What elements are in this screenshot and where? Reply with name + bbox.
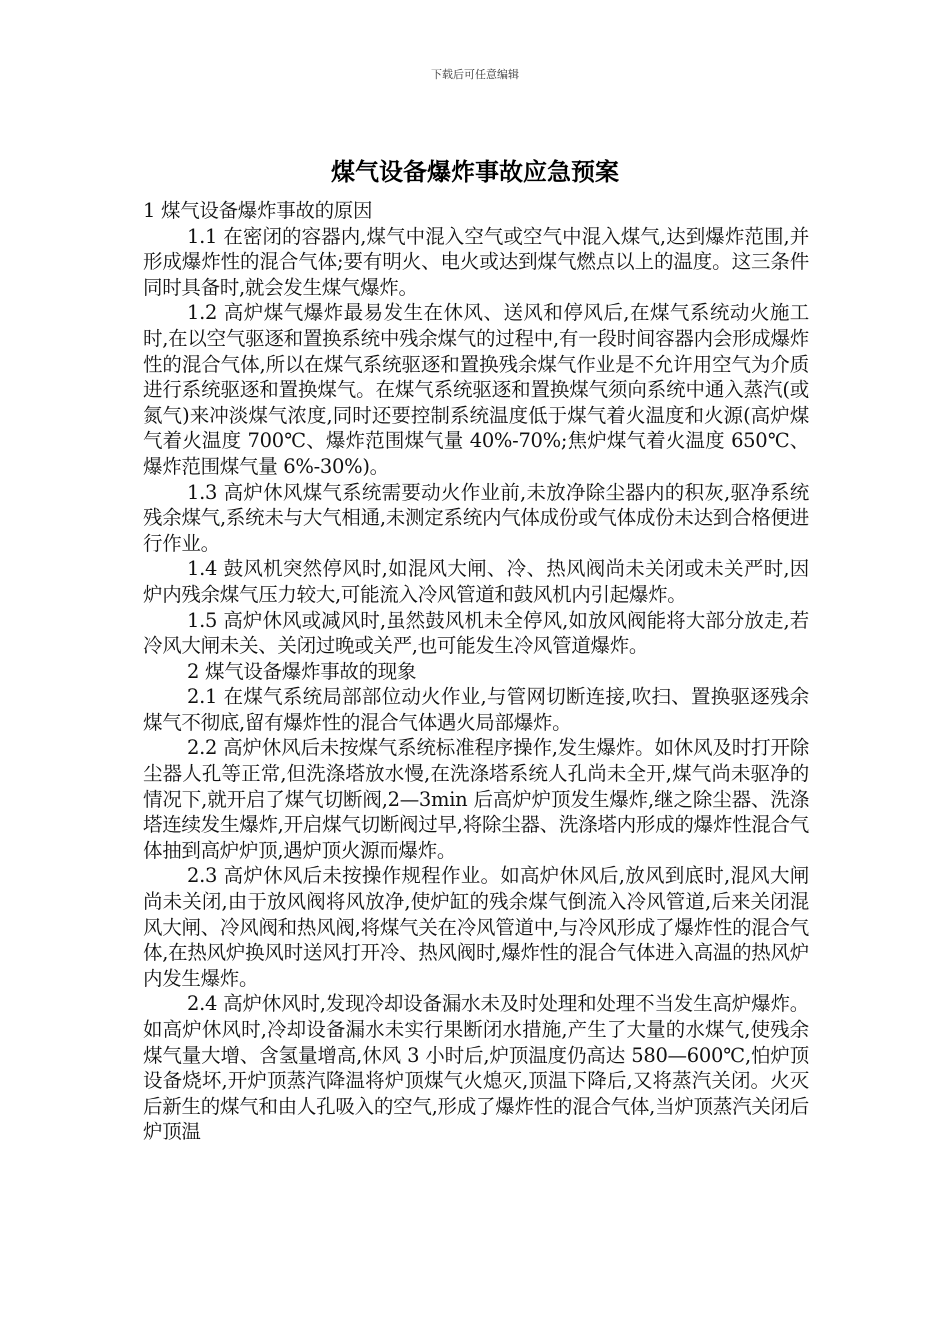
paragraph-2-3: 2.3 高炉休风后未按操作规程作业。如高炉休风后,放风到底时,混风大闸尚未关闭,由于放风阀将风放净,使炉缸的残余煤气倒流入冷风管道,后来关闭混风大闸、冷风阀和热风阀,将煤气关在冷风管道中,与冷风形成了爆炸性的混合气体,在热风炉换风时送风打开冷、热风阀时,爆炸性的混合气体进入高温的热风炉内发生爆炸。 [143, 864, 809, 990]
paragraph-1-5: 1.5 高炉休风或减风时,虽然鼓风机未全停风,如放风阀能将大部分放走,若冷风大闸未关、关闭过晚或关严,也可能发生冷风管道爆炸。 [143, 608, 809, 658]
paragraph-1-4: 1.4 鼓风机突然停风时,如混风大闸、冷、热风阀尚未关闭或未关严时,因炉内残余煤气压力较大,可能流入冷风管道和鼓风机内引起爆炸。 [143, 557, 809, 606]
section-heading-causes: 1 煤气设备爆炸事故的原因 [143, 199, 373, 222]
paragraph-2-2: 2.2 高炉休风后未按煤气系统标准程序操作,发生爆炸。如休风及时打开除尘器人孔等正常,但洗涤塔放水慢,在洗涤塔系统人孔尚未全开,煤气尚未驱净的情况下,就开启了煤气切断阀,2—3min 后高炉炉顶发生爆炸,继之除尘器、洗涤塔连续发生爆炸,开启煤气切断阀过早,将除尘器、洗涤塔内形成的爆炸性混合气体抽到高炉炉顶,遇炉顶火源而爆炸。 [143, 736, 809, 862]
document-body [143, 198, 809, 1145]
paragraph-1-1: 1.1 在密闭的容器内,煤气中混入空气或空气中混入煤气,达到爆炸范围,并形成爆炸性的混合气体;要有明火、电火或达到煤气燃点以上的温度。这三条件同时具备时,就会发生煤气爆炸。 [143, 224, 809, 299]
document-title: 煤气设备爆炸事故应急预案 [331, 158, 619, 186]
paragraph-1-2: 1.2 高炉煤气爆炸最易发生在休风、送风和停风后,在煤气系统动火施工时,在以空气驱逐和置换系统中残余煤气的过程中,有一段时间容器内会形成爆炸性的混合气体,所以在煤气系统驱逐和置换残余煤气作业是不允许用空气为介质进行系统驱逐和置换煤气。在煤气系统驱逐和置换煤气须向系统中通入蒸汽(或氮气)来冲淡煤气浓度,同时还要控制系统温度低于煤气着火温度和火源(高炉煤气着火温度 700℃、爆炸范围煤气量 40%-70%;焦炉煤气着火温度 650℃、爆炸范围煤气量 6%-30%)。 [143, 301, 809, 478]
paragraph-1-3: 1.3 高炉休风煤气系统需要动火作业前,未放净除尘器内的积灰,驱净系统残余煤气,系统未与大气相通,未测定系统内气体成份或气体成份未达到合格便进行作业。 [143, 480, 809, 555]
page-header: 下载后可任意编辑 [431, 68, 519, 81]
paragraph-2-4: 2.4 高炉休风时,发现冷却设备漏水未及时处理和处理不当发生高炉爆炸。如高炉休风时,冷却设备漏水未实行果断闭水措施,产生了大量的水煤气,使残余煤气量大增、含氢量增高,休风 3 小时后,炉顶温度仍高达 580—600℃,怕炉顶设备烧坏,开炉顶蒸汽降温将炉顶煤气火熄灭,顶温下降后,又将蒸汽关闭。火灭后新生的煤气和由人孔吸入的空气,形成了爆炸性的混合气体,当炉顶蒸汽关闭后炉顶温 [143, 992, 809, 1144]
paragraph-2-1: 2.1 在煤气系统局部部位动火作业,与管网切断连接,吹扫、置换驱逐残余煤气不彻底,留有爆炸性的混合气体遇火局部爆炸。 [143, 685, 809, 734]
section-heading-phenomena: 2 煤气设备爆炸事故的现象 [187, 659, 417, 683]
